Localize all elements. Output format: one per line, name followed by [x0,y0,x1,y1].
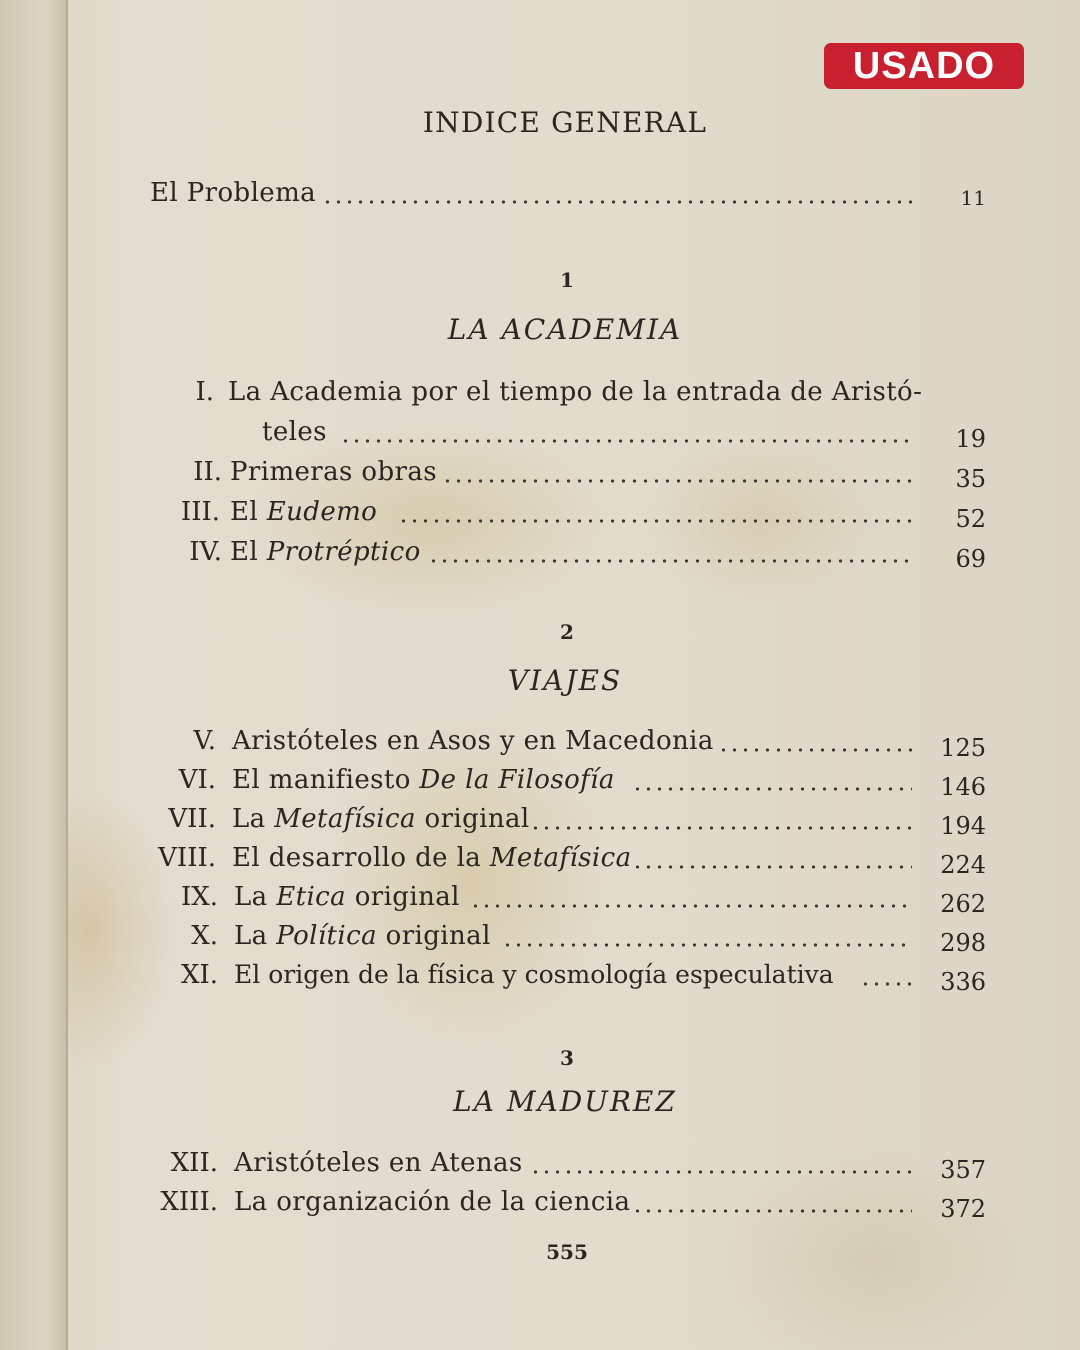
section-number: 1 [560,268,574,292]
chapter-numeral: V. [193,726,216,756]
chapter-numeral: IV. [189,537,222,567]
leader-dots [632,1207,912,1215]
toc-page-number: 125 [940,734,986,762]
toc-page-number: 357 [940,1156,986,1184]
chapter-numeral: VI. [178,765,216,795]
chapter-numeral: II. [193,457,222,487]
toc-entry [0,1187,1080,1227]
toc-page-number: 69 [955,545,986,573]
toc-page-number: 35 [955,465,986,493]
toc-entry-label: La Metafísica original [232,804,530,834]
toc-page-number: 224 [940,851,986,879]
toc-entry [0,377,1080,417]
toc-entry [0,804,1080,844]
toc-entry [0,921,1080,961]
toc-page-number: 52 [955,505,986,533]
leader-dots [322,198,912,206]
leader-dots [632,863,912,871]
toc-entry [0,843,1080,883]
toc-entry [0,1148,1080,1188]
chapter-numeral: VIII. [158,843,216,873]
chapter-numeral: X. [191,921,218,951]
leader-dots [470,902,912,910]
toc-page-number: 372 [940,1195,986,1223]
toc-entry [0,960,1080,1000]
toc-entry-label: La Etica original [234,882,460,912]
section-title: VIAJES [507,664,623,697]
toc-page-number: 11 [960,186,986,210]
toc-entry [0,497,1080,537]
leader-dots [442,477,912,485]
toc-entry-label: Aristóteles en Asos y en Macedonia [232,726,714,756]
toc-entry-label: El origen de la física y cosmología especulativa [234,960,834,989]
used-badge: USADO [824,43,1024,89]
chapter-numeral: IX. [180,882,218,912]
toc-page-number: 336 [940,968,986,996]
leader-dots [718,746,912,754]
toc-entry-label: El desarrollo de la Metafísica [232,843,632,873]
toc-entry [0,726,1080,766]
leader-dots [530,824,912,832]
toc-entry-label: Aristóteles en Atenas [234,1148,523,1178]
toc-entry-label: La Academia por el tiempo de la entrada de Aristó- [228,377,923,407]
page-folio: 555 [546,1240,588,1264]
toc-page-number: 262 [940,890,986,918]
leader-dots [428,557,912,565]
section-number: 3 [560,1046,574,1070]
chapter-numeral: VII. [168,804,216,834]
chapter-numeral: III. [180,497,220,527]
chapter-numeral: XII. [170,1148,218,1178]
page-title: INDICE GENERAL [422,106,708,139]
toc-entry-label: teles [262,417,327,447]
toc-entry-label: El Protréptico [230,537,421,567]
toc-entry [0,882,1080,922]
toc-page-number: 19 [955,425,986,453]
toc-page-number: 146 [940,773,986,801]
leader-dots [398,517,912,525]
toc-entry-label: La Política original [234,921,491,951]
toc-entry-label: El Eudemo [230,497,378,527]
toc-entry-label: Primeras obras [230,457,437,487]
toc-entry [0,457,1080,497]
chapter-numeral: XIII. [160,1187,218,1217]
leader-dots [530,1168,912,1176]
section-title: LA ACADEMIA [447,313,683,346]
chapter-numeral: I. [195,377,214,407]
toc-page-number: 194 [940,812,986,840]
toc-entry-label: El manifiesto De la Filosofía [232,765,615,795]
section-number: 2 [560,620,574,644]
toc-entry [0,537,1080,577]
leader-dots [502,941,912,949]
toc-entry-label: El Problema [150,178,317,208]
toc-entry-continued [0,417,1080,457]
leader-dots [860,980,912,988]
toc-entry [0,765,1080,805]
section-title: LA MADUREZ [453,1085,677,1118]
leader-dots [340,437,912,445]
leader-dots [632,785,912,793]
toc-page-number: 298 [940,929,986,957]
toc-entry-label: La organización de la ciencia [234,1187,631,1217]
toc-entry-intro [0,178,1080,218]
chapter-numeral: XI. [180,960,218,990]
